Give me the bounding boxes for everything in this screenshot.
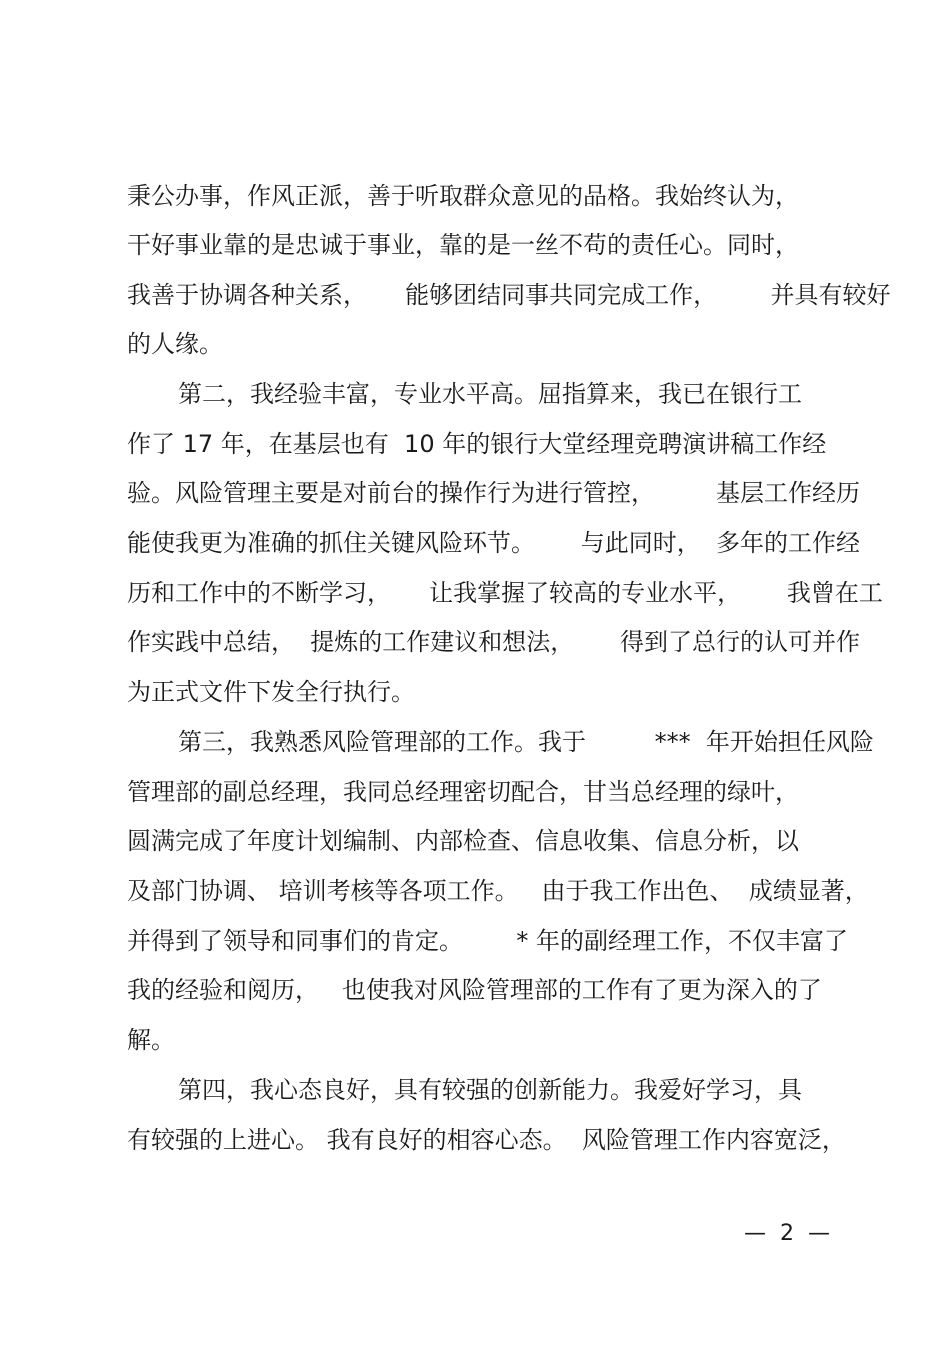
text-line: 能使我更为准确的抓住关键风险环节。 与此同时， 多年的工作经 [127,529,861,557]
text-line: 圆满完成了年度计划编制、内部检查、信息收集、信息分析，以 [127,827,799,855]
paragraph-first-line: 第三，我熟悉风险管理部的工作。我于 *** 年开始担任风险 [178,728,874,756]
text-line: 及部门协调、 培训考核等各项工作。 由于我工作出色、 成绩显著， [127,877,869,905]
text-line: 验。风险管理主要是对前台的操作行为进行管控， 基层工作经历 [127,479,861,507]
page-number: — 2 — [744,1221,830,1246]
text-line: 的人缘。 [127,330,223,358]
paragraph-first-line: 第四，我心态良好，具有较强的创新能力。我爱好学习，具 [178,1076,802,1104]
text-line: 管理部的副总经理，我同总经理密切配合，甘当总经理的绿叶， [127,778,799,806]
text-line: 作了 17 年，在基层也有 10 年的银行大堂经理竞聘演讲稿工作经 [127,430,827,458]
text-line: 为正式文件下发全行执行。 [127,678,415,706]
text-line: 解。 [127,1026,175,1054]
text-line: 我善于协调各种关系， 能够团结同事共同完成工作， 并具有较好 [127,281,891,309]
text-line: 秉公办事，作风正派，善于听取群众意见的品格。我始终认为， [127,182,799,210]
text-line: 干好事业靠的是忠诚于事业，靠的是一丝不苟的责任心。同时， [127,231,799,259]
text-line: 有较强的上进心。 我有良好的相容心态。 风险管理工作内容宽泛， [127,1126,846,1154]
paragraph-first-line: 第二，我经验丰富，专业水平高。屈指算来，我已在银行工 [178,380,802,408]
text-line: 并得到了领导和同事们的肯定。 * 年的副经理工作，不仅丰富了 [127,927,849,955]
text-line: 我的经验和阅历， 也使我对风险管理部的工作有了更为深入的了 [127,976,822,1004]
text-line: 历和工作中的不断学习， 让我掌握了较高的专业水平， 我曾在工 [127,579,883,607]
text-line: 作实践中总结， 提炼的工作建议和想法， 得到了总行的认可并作 [127,628,861,656]
